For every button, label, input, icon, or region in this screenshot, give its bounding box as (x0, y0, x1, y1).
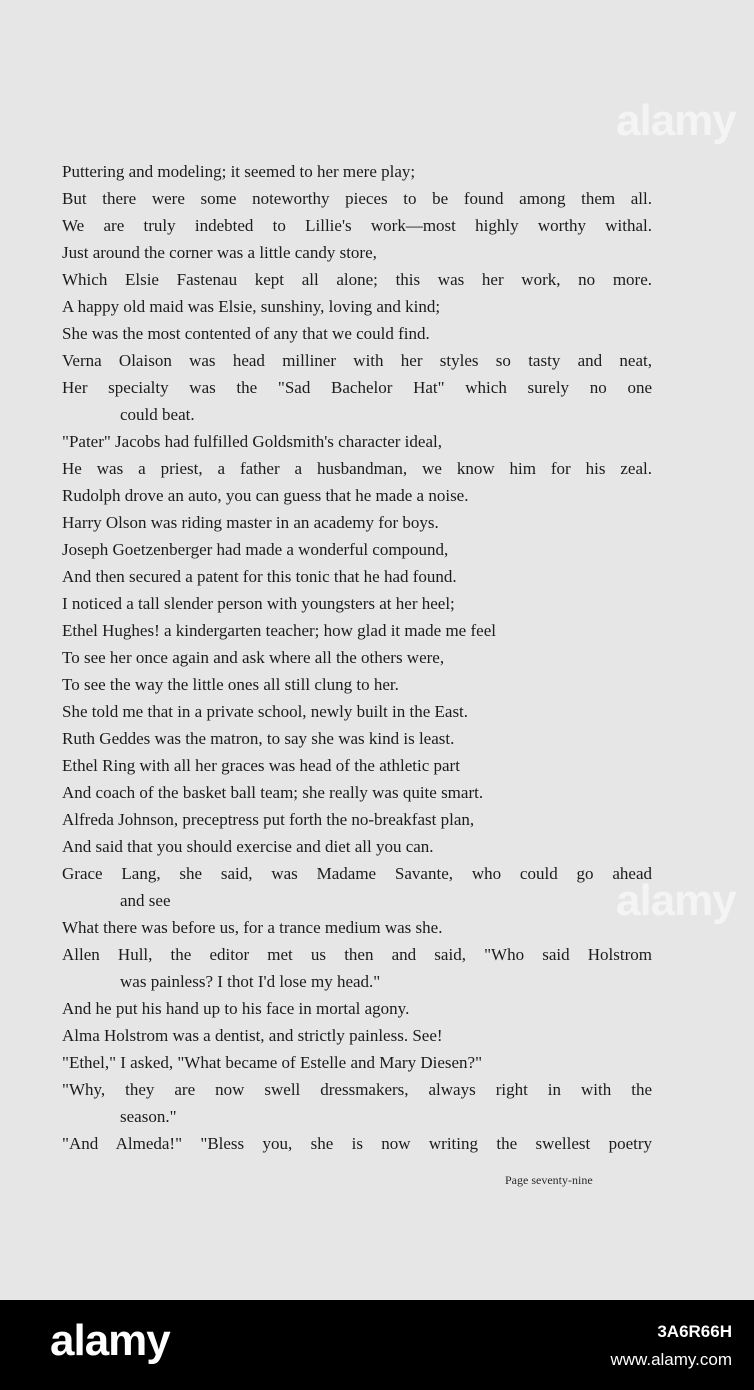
poem-line: Just around the corner was a little candy store, (62, 243, 377, 262)
page-number: Page seventy-nine (505, 1173, 593, 1187)
poem-line: "And Almeda!" "Bless you, she is now writing the swellest poetry (62, 1134, 652, 1153)
poem-line: And coach of the basket ball team; she really was quite smart. (62, 783, 484, 802)
poem-line: Ruth Geddes was the matron, to say she was kind is least. (62, 729, 455, 748)
watermark: alamy (616, 876, 736, 925)
poem-line: A happy old maid was Elsie, sunshiny, loving and kind; (62, 297, 441, 316)
poem-line: Grace Lang, she said, was Madame Savante, who could go ahead (62, 864, 652, 883)
poem-line: To see the way the little ones all still clung to her. (62, 675, 399, 694)
poem-line: She was the most contented of any that we could find. (62, 324, 430, 343)
poem-line: was painless? I thot I'd lose my head." (120, 972, 381, 991)
poem-line: And then secured a patent for this tonic that he had found. (62, 567, 457, 586)
poem-line: "Ethel," I asked, "What became of Estelle and Mary Diesen?" (62, 1053, 483, 1072)
poem-line: What there was before us, for a trance medium was she. (62, 918, 443, 937)
poem-line: Alfreda Johnson, preceptress put forth the no-breakfast plan, (62, 810, 475, 829)
alamy-logo: alamy (50, 1316, 170, 1365)
stock-footer-bar (0, 1300, 754, 1390)
poem-line: He was a priest, a father a husbandman, we know him for his zeal. (62, 459, 652, 478)
poem-line: Puttering and modeling; it seemed to her mere play; (62, 162, 416, 181)
site-url: www.alamy.com (610, 1350, 732, 1369)
poem-line: But there were some noteworthy pieces to be found among them all. (62, 189, 652, 208)
poem-line: Allen Hull, the editor met us then and said, "Who said Holstrom (62, 945, 652, 964)
poem-line: And said that you should exercise and diet all you can. (62, 837, 434, 856)
poem-line: To see her once again and ask where all the others were, (62, 648, 445, 667)
poem-line: "Why, they are now swell dressmakers, always right in with the (62, 1080, 652, 1099)
poem-line: Rudolph drove an auto, you can guess that he made a noise. (62, 486, 469, 505)
poem-line: Alma Holstrom was a dentist, and strictly painless. See! (62, 1026, 443, 1045)
poem-line: could beat. (120, 405, 195, 424)
poem-line: I noticed a tall slender person with youngsters at her heel; (62, 594, 455, 613)
watermark: alamy (616, 96, 736, 145)
poem-text (62, 158, 652, 1157)
poem-line: Her specialty was the "Sad Bachelor Hat" which surely no one (62, 378, 652, 397)
poem-line: Which Elsie Fastenau kept all alone; this was her work, no more. (62, 270, 652, 289)
poem-line: Joseph Goetzenberger had made a wonderful compound, (62, 540, 449, 559)
poem-line: Ethel Hughes! a kindergarten teacher; how glad it made me feel (62, 621, 496, 640)
poem-line: "Pater" Jacobs had fulfilled Goldsmith's character ideal, (62, 432, 442, 451)
poem-line: Verna Olaison was head milliner with her styles so tasty and neat, (62, 351, 652, 370)
poem-line: And he put his hand up to his face in mortal agony. (62, 999, 410, 1018)
poem-line: season." (120, 1107, 177, 1126)
poem-line: Harry Olson was riding master in an academy for boys. (62, 513, 439, 532)
image-id: 3A6R66H (657, 1322, 732, 1341)
poem-line: She told me that in a private school, newly built in the East. (62, 702, 469, 721)
poem-line: and see (120, 891, 171, 910)
poem-line: We are truly indebted to Lillie's work—most highly worthy withal. (62, 216, 652, 235)
poem-line: Ethel Ring with all her graces was head of the athletic part (62, 756, 460, 775)
